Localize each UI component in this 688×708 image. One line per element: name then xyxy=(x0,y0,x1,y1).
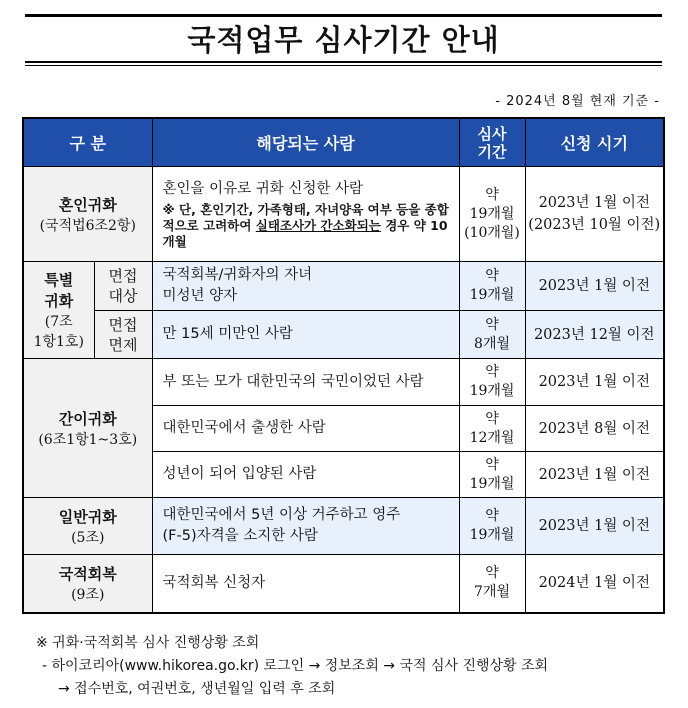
timing-cell: 2023년 1월 이전 (2023년 10월 이전) xyxy=(525,167,664,262)
duration-cell: 약 19개월 xyxy=(459,498,525,555)
timing-cell: 2023년 8월 이전 xyxy=(525,406,664,452)
category-restore: 국적회복 (9조) xyxy=(23,555,152,613)
footer-title: ※ 귀화·국적회복 심사 진행상황 조회 xyxy=(36,635,260,651)
sub-interview-target: 면접 대상 xyxy=(94,262,152,311)
timing-cell: 2023년 1월 이전 xyxy=(525,498,664,555)
header-timing: 신청 시기 xyxy=(525,118,664,167)
duration-cell: 약 12개월 xyxy=(459,406,525,452)
who-cell: 국적회복 신청자 xyxy=(152,555,459,613)
footer-path: - 하이코리아(www.hikorea.go.kr) 로그인 → 정보조회 → 국적 심사 진행상황 조회 xyxy=(42,658,549,674)
duration-cell: 약 19개월 xyxy=(459,452,525,498)
timing-cell: 2023년 1월 이전 xyxy=(525,359,664,406)
basis-date: - 2024년 8월 현재 기준 - xyxy=(495,94,660,109)
timing-cell: 2023년 1월 이전 xyxy=(525,452,664,498)
who-cell: 대한민국에서 출생한 사람 xyxy=(152,406,459,452)
category-general: 일반귀화 (5조) xyxy=(23,498,152,555)
note-text: ※ 단, 혼인기간, 가족형태, 자녀양육 여부 등을 종합적으로 고려하여 실태조사가 간소화되는 경우 약 10개월 xyxy=(162,201,449,249)
duration-cell: 약 8개월 xyxy=(459,311,525,359)
duration-cell: 약 19개월 xyxy=(459,262,525,311)
timing-cell: 2023년 12월 이전 xyxy=(525,311,664,359)
duration-cell: 약 19개월 (10개월) xyxy=(459,167,525,262)
table-header-row xyxy=(23,118,664,167)
who-cell: 성년이 되어 입양된 사람 xyxy=(152,452,459,498)
footer-note xyxy=(36,632,548,701)
timing-cell: 2024년 1월 이전 xyxy=(525,555,664,613)
header-category: 구 분 xyxy=(23,118,152,167)
who-cell: 만 15세 미만인 사람 xyxy=(152,311,459,359)
table-row xyxy=(23,167,664,262)
header-duration: 심사 기간 xyxy=(459,118,525,167)
category-special: 특별 귀화 (7조 1항1호) xyxy=(23,262,94,359)
header-who: 해당되는 사람 xyxy=(152,118,459,167)
category-simple: 간이귀화 (6조1항1~3호) xyxy=(23,359,152,498)
table-row xyxy=(23,555,664,613)
who-cell: 혼인을 이유로 귀화 신청한 사람 ※ 단, 혼인기간, 가족형태, 자녀양육 여부 등을 종합적으로 고려하여 실태조사가 간소화되는 경우 약 10개월 xyxy=(152,167,459,262)
page-title: 국적업무 심사기간 안내 xyxy=(187,23,500,57)
sub-interview-exempt: 면접 면제 xyxy=(94,311,152,359)
table-row xyxy=(23,262,664,311)
table-row xyxy=(23,359,664,406)
title-box xyxy=(25,14,662,66)
who-cell: 국적회복/귀화자의 자녀 미성년 양자 xyxy=(152,262,459,311)
timing-cell: 2023년 1월 이전 xyxy=(525,262,664,311)
review-period-table xyxy=(22,117,665,614)
duration-cell: 약 7개월 xyxy=(459,555,525,613)
who-cell: 대한민국에서 5년 이상 거주하고 영주 (F-5)자격을 소지한 사람 xyxy=(152,498,459,555)
who-cell: 부 또는 모가 대한민국의 국민이었던 사람 xyxy=(152,359,459,406)
table-row xyxy=(23,498,664,555)
duration-cell: 약 19개월 xyxy=(459,359,525,406)
table-row xyxy=(23,311,664,359)
category-marriage: 혼인귀화 (국적법6조2항) xyxy=(23,167,152,262)
footer-path-cont: → 접수번호, 여권번호, 생년월일 입력 후 조회 xyxy=(58,681,336,697)
